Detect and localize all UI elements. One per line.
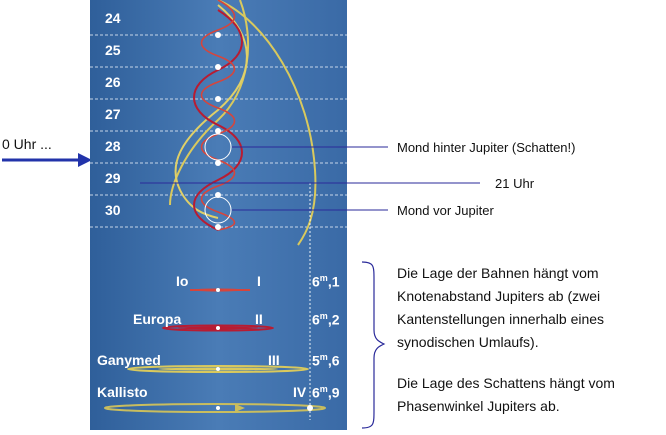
note-shadow-position: Die Lage des Schattens hängt vom Phasenwinkel Jupiters ab. <box>397 375 615 414</box>
moon-magnitude-label: 6$^m$,2 <box>312 311 340 328</box>
moon-magnitude-label: 6$^m$,9 <box>312 384 340 401</box>
day-label: 28 <box>105 138 121 154</box>
moon-roman-label: IV <box>293 384 307 400</box>
moon-name-label: Europa <box>133 311 182 327</box>
day-label: 29 <box>105 170 121 186</box>
moon-magnitude-label: 5$^m$,6 <box>312 352 340 369</box>
annotation-behind-jupiter: Mond hinter Jupiter (Schatten!) <box>397 140 576 155</box>
day-label: 30 <box>105 202 121 218</box>
note-orbit-position: Die Lage der Bahnen hängt vom Knotenabstand Jupiters ab (zwei Kantenstellungen innerhalb eines synodischen Umlaufs). <box>397 265 605 350</box>
moon-magnitude-label: 6$^m$,1 <box>312 273 340 290</box>
moon-name-label: Kallisto <box>97 384 148 400</box>
zero-hour-label: 0 Uhr ... <box>2 136 52 152</box>
moon-name-label: Io <box>176 273 189 289</box>
day-label: 26 <box>105 74 121 90</box>
moon-roman-label: II <box>255 311 263 327</box>
curly-brace <box>362 262 384 428</box>
day-label: 27 <box>105 106 121 122</box>
moon-roman-label: I <box>257 273 261 289</box>
annotation-21-uhr: 21 Uhr <box>495 176 535 191</box>
day-label: 25 <box>105 42 121 58</box>
annotation-front-jupiter: Mond vor Jupiter <box>397 203 494 218</box>
moon-roman-label: III <box>268 352 280 368</box>
moon-name-label: Ganymed <box>97 352 161 368</box>
day-label: 24 <box>105 10 121 26</box>
